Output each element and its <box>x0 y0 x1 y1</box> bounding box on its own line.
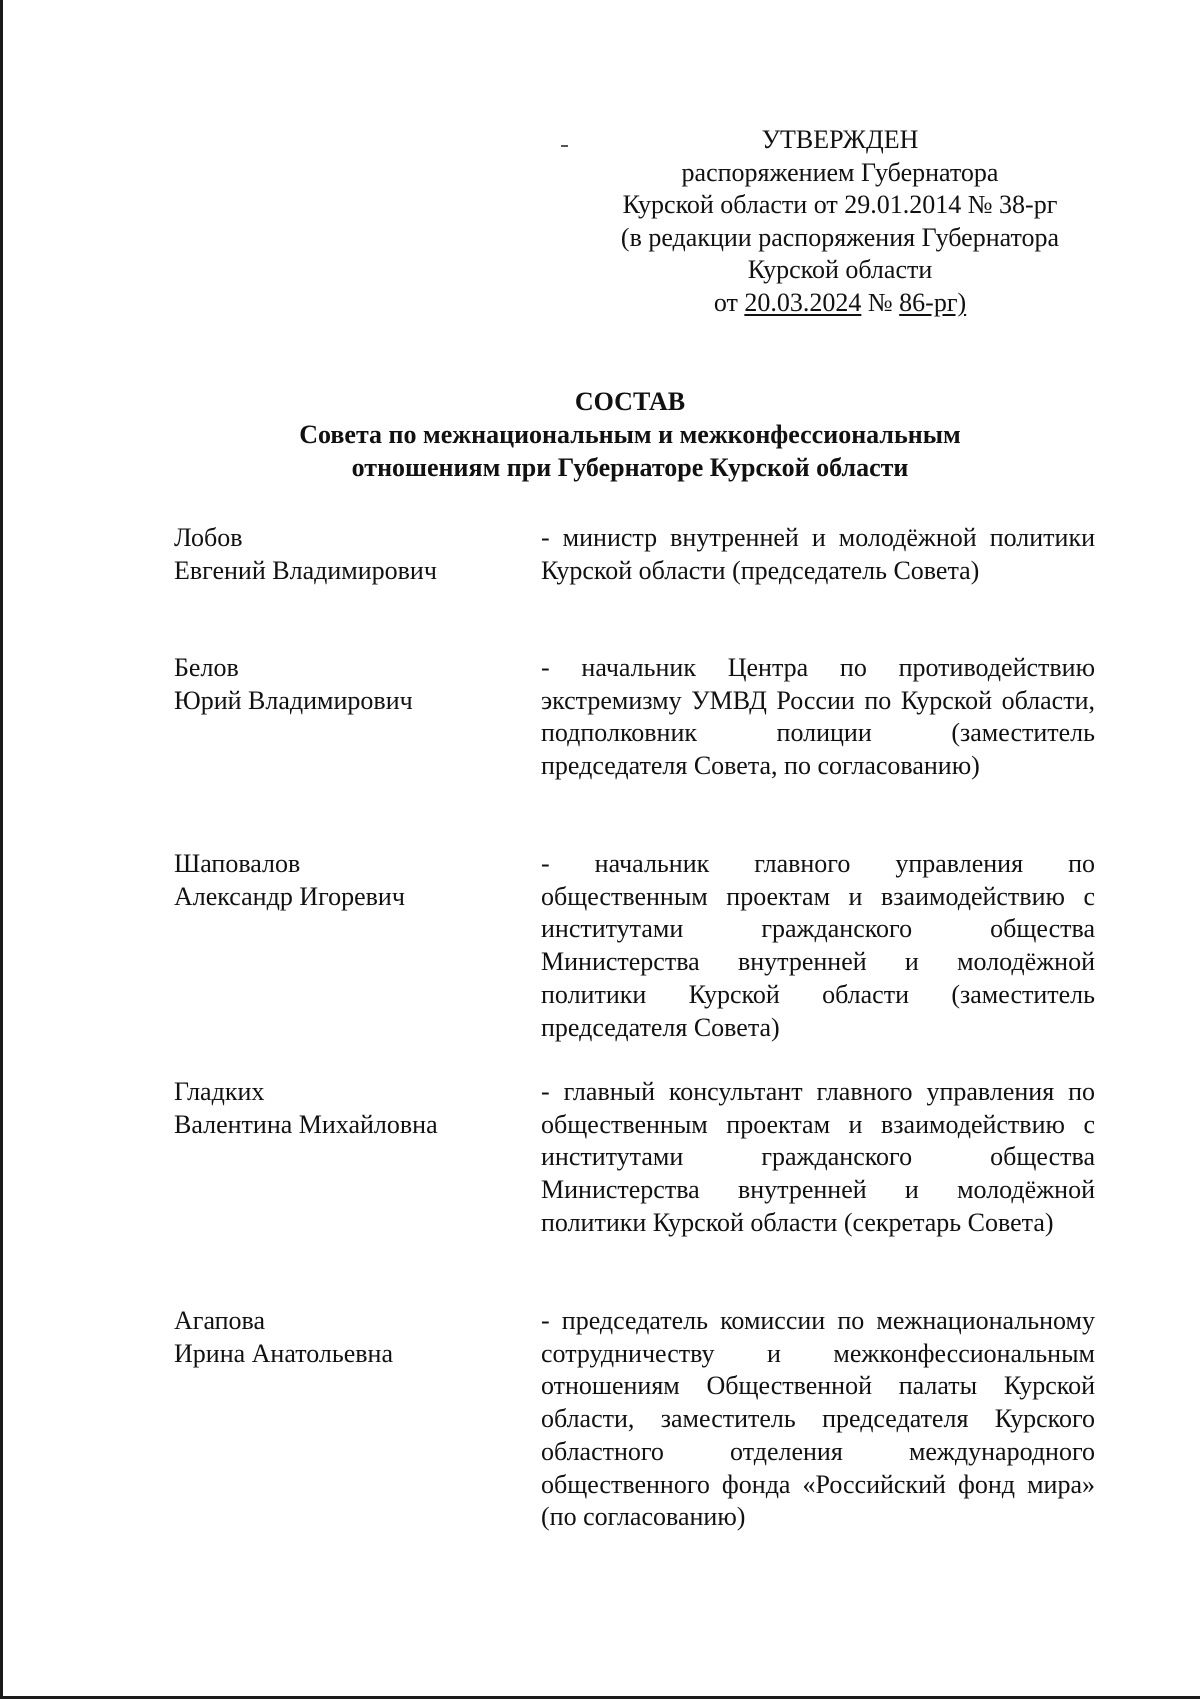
member-role: - председатель комиссии по межнациональному сотрудничеству и межконфессиональным отношениям Общественной палаты Курской области, заместитель председателя Курского областного отделения международного общественного фонда «Российский фонд мира» (по согласованию) <box>541 1306 1095 1532</box>
member-given-names: Ирина Анатольевна <box>174 1338 393 1368</box>
member-given-names: Евгений Владимирович <box>174 555 437 585</box>
amendment-number: 86-рг) <box>899 287 967 317</box>
scan-artifact-mark <box>561 145 568 147</box>
member-name <box>174 1305 514 1370</box>
member-given-names: Валентина Михайловна <box>174 1109 438 1139</box>
member-role: - министр внутренней и молодёжной политики Курской области (председатель Совета) <box>541 523 1095 585</box>
document-subtitle: отношениям при Губернаторе Курской области <box>351 453 909 482</box>
approval-title: УТВЕРЖДЕН <box>761 125 919 154</box>
approval-line: Курской области от 29.01.2014 № 38-рг <box>622 190 1058 220</box>
member-surname: Шаповалов <box>174 849 301 878</box>
member-surname: Гладких <box>174 1077 265 1106</box>
document-title: СОСТАВ <box>574 387 686 416</box>
document-heading <box>0 385 1200 484</box>
approval-line: Курской области <box>747 255 933 285</box>
member-name <box>174 522 514 587</box>
member-surname: Агапова <box>174 1306 266 1335</box>
member-given-names: Юрий Владимирович <box>174 685 413 715</box>
member-role: - начальник Центра по противодействию экстремизму УМВД России по Курской области, подполковник полиции (заместитель председателя Совета, по согласованию) <box>541 653 1095 781</box>
approval-line: распоряжением Губернатора <box>681 157 999 187</box>
approval-number-sign: № <box>861 287 900 317</box>
member-surname: Лобов <box>174 523 243 552</box>
approval-line: (в редакции распоряжения Губернатора <box>620 222 1060 252</box>
document-subtitle: Совета по межнациональным и межконфессиональным <box>299 420 961 449</box>
member-role: - главный консультант главного управления по общественным проектам и взаимодействию с институтами гражданского общества Министерства внутренней и молодёжной политики Курской области (секретарь Совета) <box>541 1077 1095 1237</box>
member-name <box>174 848 514 913</box>
member-given-names: Александр Игоревич <box>174 881 405 911</box>
scan-border-left <box>0 0 3 1699</box>
member-name <box>174 652 514 717</box>
member-role: - начальник главного управления по общественным проектам и взаимодействию с институтами гражданского общества Министерства внутренней и молодёжной политики Курской области (заместитель председателя Совета) <box>541 849 1095 1042</box>
member-surname: Белов <box>174 653 239 682</box>
member-name <box>174 1076 514 1141</box>
amendment-date: 20.03.2024 <box>744 287 862 317</box>
approval-prefix: от <box>713 287 745 317</box>
approval-amendment-date <box>580 287 1100 320</box>
approval-stamp-block <box>580 124 1100 320</box>
